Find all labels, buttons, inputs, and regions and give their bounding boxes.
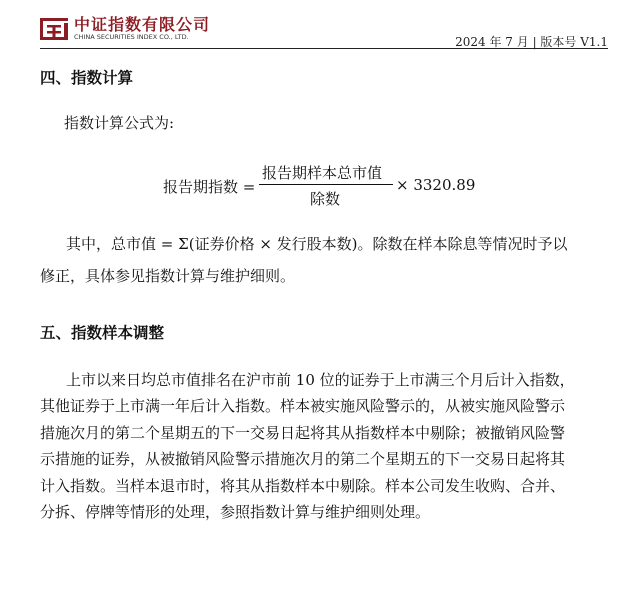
formula-numerator: 报告期样本总市值 [262, 164, 383, 182]
formula-rhs: × 3320.89 [396, 176, 476, 194]
header-divider [40, 48, 608, 49]
formula-lhs: 报告期指数 = [163, 178, 256, 196]
csi-logo-icon [40, 17, 68, 41]
explain-line-1: 其中，总市值 = Σ(证券价格 × 发行股本数)。除数在样本除息等情况时予以 [66, 235, 568, 253]
body-line: 其他证券于上市满一年后计入指数。样本被实施风险警示的，从被实施风险警示 [40, 397, 566, 415]
section-heading-index-calculation: 四、指数计算 [40, 69, 134, 87]
index-formula [0, 160, 644, 212]
formula-intro: 指数计算公式为: [64, 114, 175, 132]
logo-english-name: CHINA SECURITIES INDEX CO., LTD. [74, 33, 189, 41]
page-header [0, 0, 644, 50]
section-heading-sample-adjustment: 五、指数样本调整 [40, 324, 165, 342]
body-line: 上市以来日均总市值排名在沪市前 10 位的证券于上市满三个月后计入指数， [66, 371, 575, 389]
body-line: 计入指数。当样本退市时，将其从指数样本中剔除。样本公司发生收购、合并、 [40, 477, 566, 495]
explain-line-2: 修正，具体参见指数计算与维护细则。 [40, 267, 296, 285]
body-line: 分拆、停牌等情形的处理，参照指数计算与维护细则处理。 [40, 503, 431, 521]
body-line: 措施次月的第二个星期五的下一交易日起将其从指数样本中剔除；被撤销风险警 [40, 424, 566, 442]
company-logo [40, 16, 210, 41]
formula-denominator: 除数 [310, 190, 341, 208]
body-line: 示措施的证券，从被撤销风险警示措施次月的第二个星期五的下一交易日起将其 [40, 450, 566, 468]
logo-chinese-name: 中证指数有限公司 [74, 15, 211, 34]
version-info: 2024 年 7 月 | 版本号 V1.1 [455, 35, 608, 49]
fraction-bar [259, 184, 393, 185]
